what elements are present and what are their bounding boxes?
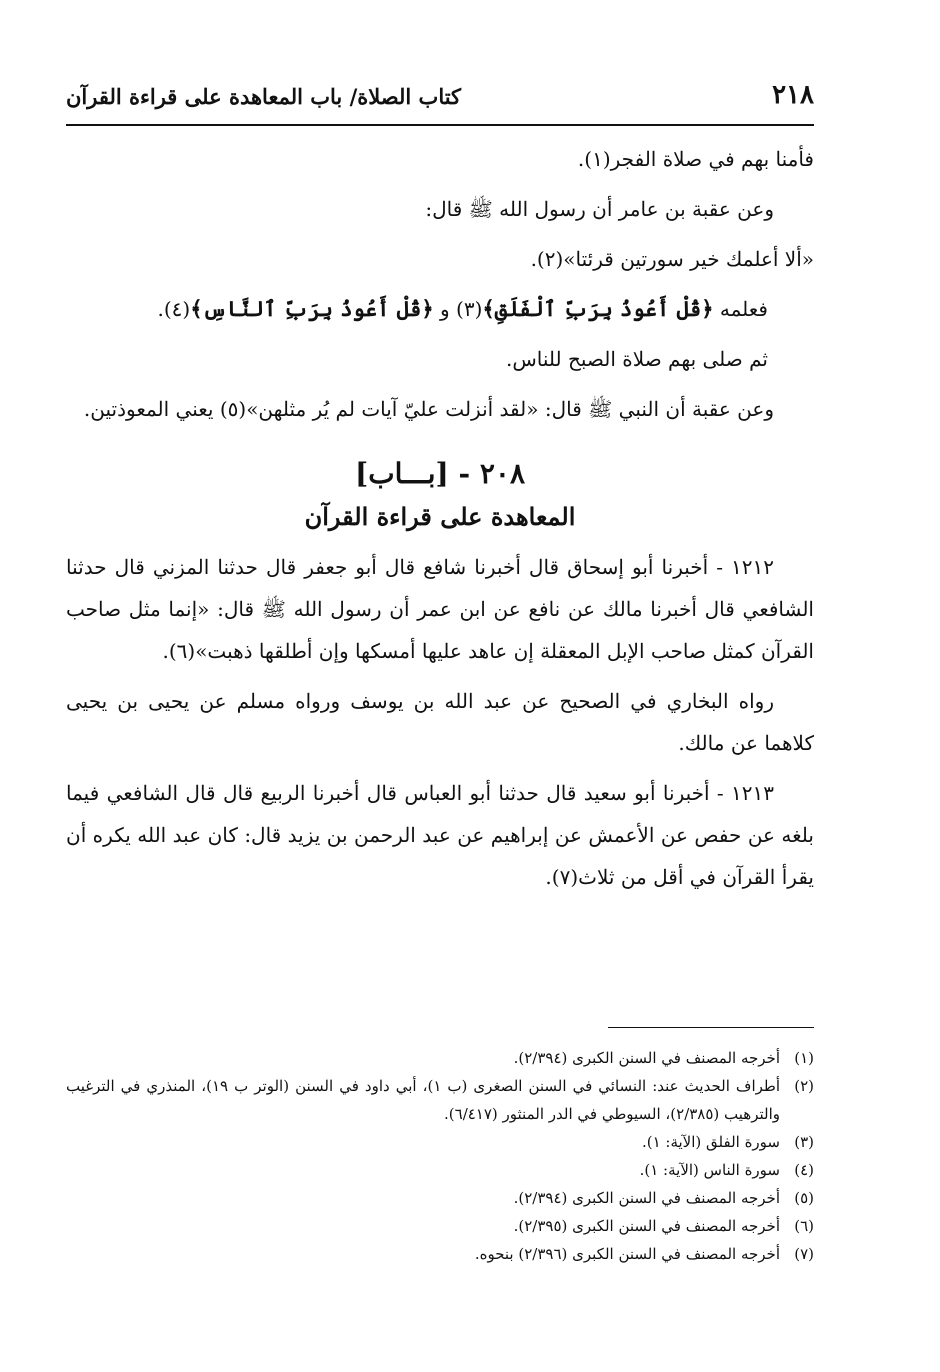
footnote — [66, 1128, 814, 1156]
footnote-separator — [608, 1027, 814, 1028]
paragraph-narration-note: رواه البخاري في الصحيح عن عبد الله بن يوسف ورواه مسلم عن يحيى بن يحيى كلاهما عن مالك. — [66, 689, 814, 755]
footnote-text: أخرجه المصنف في السنن الكبرى (٢/٣٩٦) بنحوه. — [474, 1245, 780, 1263]
footnote-number: (٤) — [794, 1161, 814, 1179]
paragraph-4-start: فعلمه — [713, 297, 768, 321]
page-number: ٢١٨ — [772, 80, 814, 110]
hadith-1212: ١٢١٢ - أخبرنا أبو إسحاق قال أخبرنا شافع قال أبو جعفر قال حدثنا المزني قال حدثنا الشافعي قال أخبرنا مالك عن نافع عن ابن عمر أن رسول الله ﷺ قال: «إنما مثل صاحب القرآن كمثل صاحب الإبل المعقلة إن عاهد عليها أمسكها وإن أطلقها ذهبت»(٦). — [66, 555, 814, 663]
paragraph-5: ثم صلى بهم صلاة الصبح للناس. — [506, 347, 768, 371]
running-title: كتاب الصلاة/ باب المعاهدة على قراءة القرآن — [66, 84, 462, 109]
footnote-number: (٣) — [794, 1133, 814, 1151]
footnote — [66, 1184, 814, 1212]
footnote-number: (٢) — [794, 1077, 814, 1095]
quran-verse-falaq: ﴿قُلْ أَعُوذُ بِرَبِّ ٱلْفَلَقِ﴾ — [482, 296, 714, 321]
footnote — [66, 1212, 814, 1240]
quran-verse-nas: ﴿قُلْ أَعُوذُ بِرَبِّ ٱلنَّاسِ﴾ — [190, 296, 434, 321]
paragraph-4-end: (٤). — [157, 297, 191, 321]
paragraph-1: فأمنا بهم في صلاة الفجر(١). — [577, 147, 814, 171]
footnote-number: (٧) — [794, 1245, 814, 1263]
footnote — [66, 1156, 814, 1184]
footnote-text: أطراف الحديث عند: النسائي في السنن الصغرى (ب ١)، أبي داود في السنن (الوتر ب ١٩)، المنذري في الترغيب والترهيب (٢/٣٨٥)، السيوطي في الدر المنثور (٦/٤١٧). — [66, 1077, 781, 1123]
paragraph-4 — [66, 288, 814, 330]
footnote-text: أخرجه المصنف في السنن الكبرى (٢/٣٩٤). — [513, 1049, 780, 1067]
paragraph-3: «ألا أعلمك خير سورتين قرئتا»(٢). — [530, 247, 814, 271]
chapter-number: ٢٠٨ - [بـــاب] — [354, 457, 526, 490]
footnote-number: (١) — [794, 1049, 814, 1067]
paragraph-4-mid: (٣) و — [433, 297, 483, 321]
main-text — [66, 138, 814, 906]
footnote-text: أخرجه المصنف في السنن الكبرى (٢/٣٩٥). — [513, 1217, 780, 1235]
footnote — [66, 1240, 814, 1268]
paragraph-6: وعن عقبة أن النبي ﷺ قال: «لقد أنزلت عليّ آيات لم يُر مثلهن»(٥) يعني المعوذتين. — [83, 397, 774, 421]
chapter-heading — [66, 452, 814, 538]
footnote-number: (٥) — [794, 1189, 814, 1207]
paragraph-2: وعن عقبة بن عامر أن رسول الله ﷺ قال: — [425, 197, 774, 221]
footnote-number: (٦) — [794, 1217, 814, 1235]
footnotes — [66, 1044, 814, 1268]
footnote-text: أخرجه المصنف في السنن الكبرى (٢/٣٩٤). — [513, 1189, 780, 1207]
footnote-text: سورة الناس (الآية: ١). — [639, 1161, 780, 1179]
footnote — [66, 1044, 814, 1072]
footnote-text: سورة الفلق (الآية: ١). — [641, 1133, 780, 1151]
footnote — [66, 1072, 814, 1128]
page-header — [66, 74, 814, 126]
chapter-title: المعاهدة على قراءة القرآن — [304, 502, 576, 531]
hadith-1213: ١٢١٣ - أخبرنا أبو سعيد قال حدثنا أبو العباس قال أخبرنا الربيع قال قال الشافعي فيما بلغه عن حفص عن الأعمش عن إبراهيم عن عبد الرحمن بن يزيد قال: كان عبد الله يكره أن يقرأ القرآن في أقل من ثلاث(٧). — [66, 781, 814, 889]
